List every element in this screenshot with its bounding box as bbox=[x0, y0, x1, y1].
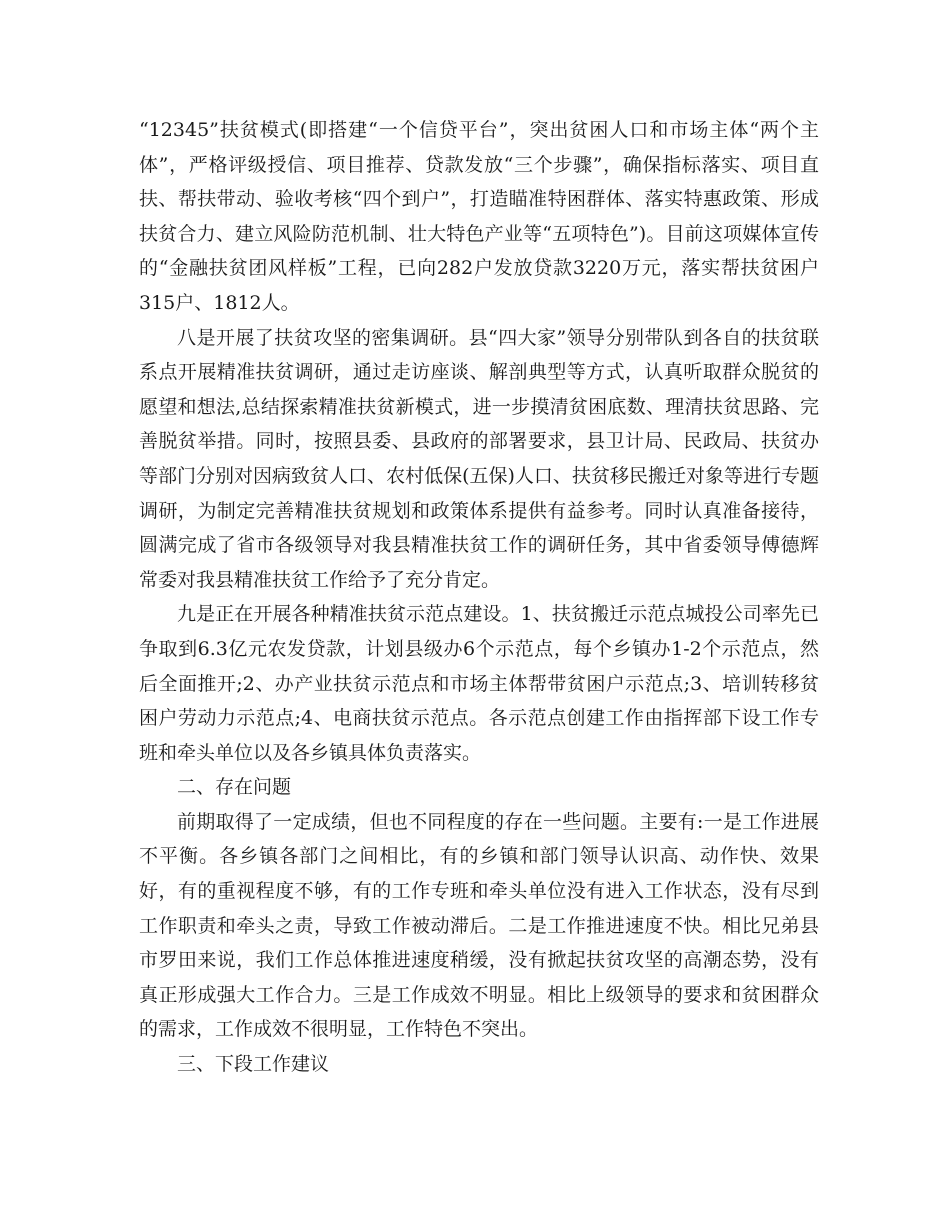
paragraph-research: 八是开展了扶贫攻坚的密集调研。县“四大家”领导分别带队到各自的扶贫联系点开展精准扶贫调研，通过走访座谈、解剖典型等方式，认真听取群众脱贫的愿望和想法,总结探索精准扶贫新模式，进一步摸清贫困底数、理清扶贫思路、完善脱贫举措。同时，按照县委、县政府的部署要求，县卫计局、民政局、扶贫办等部门分别对因病致贫人口、农村低保(五保)人口、扶贫移民搬迁对象等进行专题调研，为制定完善精准扶贫规划和政策体系提供有益参考。同时认真准备接待，圆满完成了省市各级领导对我县精准扶贫工作的调研任务，其中省委领导傅德辉常委对我县精准扶贫工作给予了充分肯定。 bbox=[139, 326, 819, 591]
paragraph-demonstration-sites: 九是正在开展各种精准扶贫示范点建设。1、扶贫搬迁示范点城投公司率先已争取到6.3亿元农发贷款，计划县级办6个示范点，每个乡镇办1-2个示范点，然后全面推开;2、办产业扶贫示范点和市场主体帮带贫困户示范点;3、培训转移贫困户劳动力示范点;4、电商扶贫示范点。各示范点创建工作由指挥部下设工作专班和牵头单位以及各乡镇具体负责落实。 bbox=[139, 603, 819, 764]
section-heading-suggestions: 三、下段工作建议 bbox=[177, 1053, 330, 1076]
paragraph-fund-model: “12345”扶贫模式(即搭建“一个信贷平台”，突出贫困人口和市场主体“两个主体”，严格评级授信、项目推荐、贷款发放“三个步骤”，确保指标落实、项目直扶、帮扶带动、验收考核“四个到户”，打造瞄准特困群体、落实特惠政策、形成扶贫合力、建立风险防范机制、壮大特色产业等“五项特色”)。目前这项媒体宣传的“金融扶贫团风样板”工程，已向282户发放贷款3220万元，落实帮扶贫困户315户、1812人。 bbox=[139, 119, 819, 314]
paragraph-problems: 前期取得了一定成绩，但也不同程度的存在一些问题。主要有:一是工作进展不平衡。各乡镇各部门之间相比，有的乡镇和部门领导认识高、动作快、效果好，有的重视程度不够，有的工作专班和牵头单位没有进入工作状态，没有尽到工作职责和牵头之责，导致工作被动滞后。二是工作推进速度不快。相比兄弟县市罗田来说，我们工作总体推进速度稍缓，没有掀起扶贫攻坚的高潮态势，没有真正形成强大工作合力。三是工作成效不明显。相比上级领导的要求和贫困群众的需求，工作成效不很明显，工作特色不突出。 bbox=[139, 810, 819, 1041]
section-heading-problems: 二、存在问题 bbox=[177, 776, 292, 799]
document-page bbox=[139, 113, 819, 1082]
